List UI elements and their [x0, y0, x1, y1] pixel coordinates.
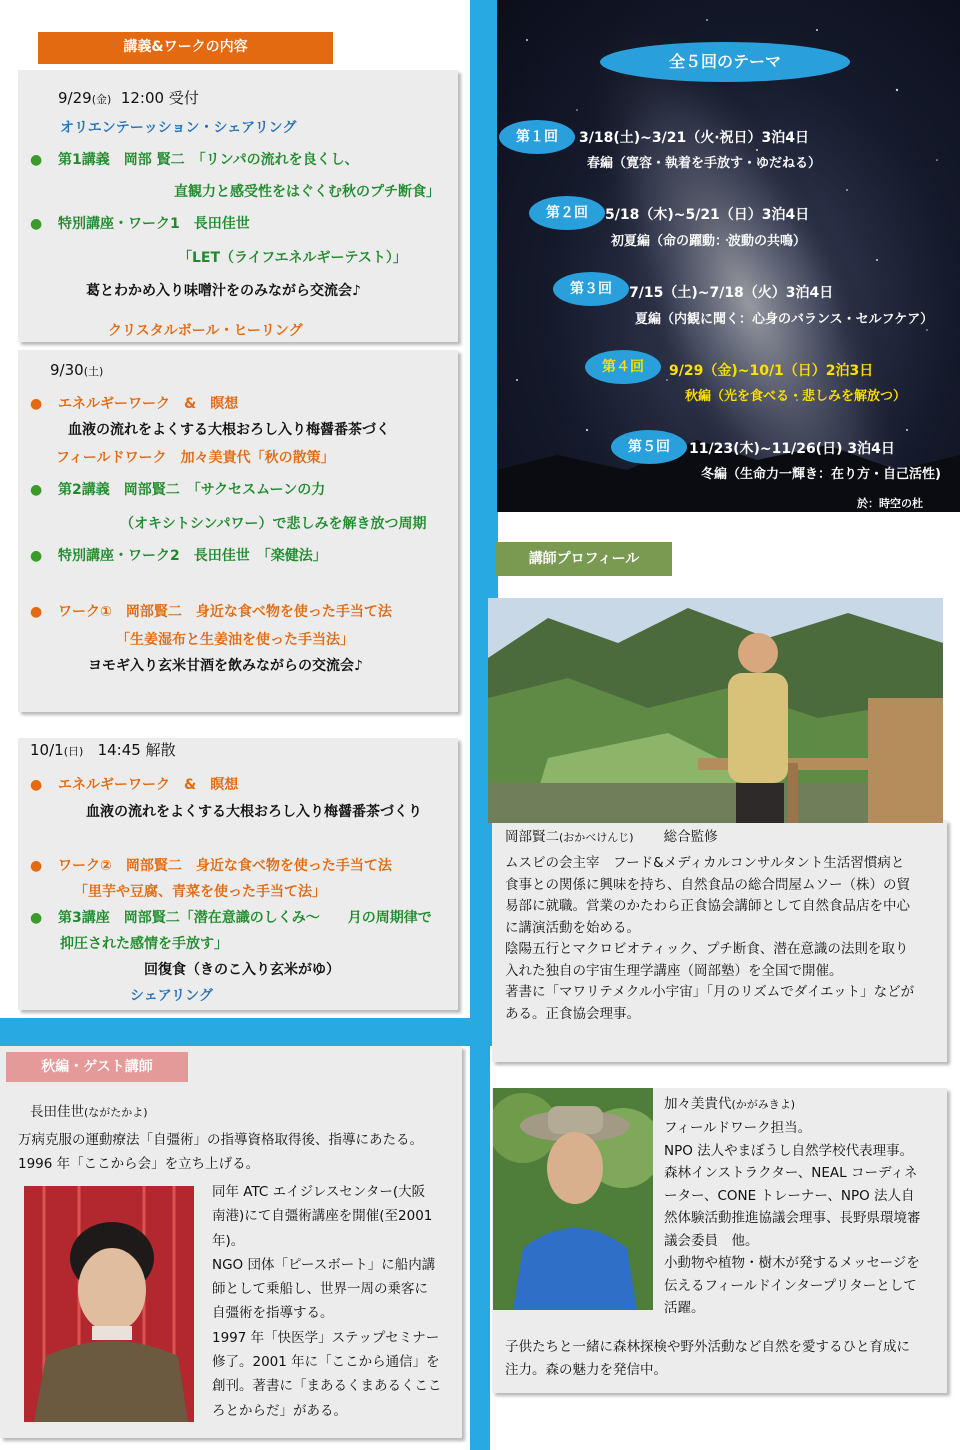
okabe-role: 総合監修	[663, 829, 718, 845]
day2-date: 9/30	[50, 361, 84, 379]
okabe-name: 岡部賢二	[505, 829, 559, 845]
osada-heading	[30, 1102, 148, 1124]
kagami-bio-line: 議会委員 他。	[664, 1232, 759, 1249]
blue-divider-horizontal	[0, 1018, 497, 1046]
theme1-sub: 春編（寛容・執着を手放す・ゆだねる）	[587, 156, 822, 171]
day3-time: 14:45 解散	[97, 741, 176, 759]
bullet-icon	[30, 214, 58, 234]
day1-lecture1	[30, 150, 359, 170]
kagami-bio-line: 然体験活動推進協議会理事、長野県環境審	[664, 1210, 921, 1226]
okabe-bio-line: ムスビの会主宰 フード&メディカルコンサルタント生活習慣病と	[505, 855, 905, 871]
day2-field: フィールドワーク 加々美貴代「秋の散策」	[56, 450, 335, 466]
day3-heading	[30, 740, 176, 762]
okabe-bio-line: 易部に就職。営業のかたわら正食協会講師として自然食品店を中心	[505, 898, 910, 914]
day3-meal: 回復食（きのこ入り玄米がゆ）	[144, 962, 340, 978]
themes-venue: 於：時空の杜	[857, 497, 923, 510]
osada-kana: (ながたかよ)	[84, 1106, 148, 1119]
day3-lecture3-text: 第3講座 岡部賢二「潜在意識のしくみ～ 月の周期律で	[58, 910, 432, 926]
okabe-bio-line: 陰陽五行とマクロビオティック、プチ断食、潜在意識の法則を取り	[505, 941, 909, 957]
theme4-badge: 第４回	[585, 350, 661, 384]
bullet-icon	[30, 775, 58, 795]
kagami-bio-line: 伝えるフィールドインタープリターとして	[664, 1277, 917, 1294]
okabe-heading	[505, 827, 718, 849]
bullet-icon	[30, 908, 58, 928]
kagami-bio-line: フィールドワーク担当。	[664, 1120, 812, 1136]
okabe-photo	[488, 598, 943, 823]
kagami-bio-line: 活躍。	[664, 1300, 705, 1316]
day2-energy-text: エネルギーワーク & 瞑想	[58, 396, 239, 412]
day1-special1-text: 特別講座・ワーク1 長田佳世	[58, 216, 250, 232]
osada-bio-line: 自彊術を指導する。	[212, 1305, 334, 1322]
day1-dow: (金)	[91, 93, 112, 106]
theme2-dates: 5/18（木)~5/21（日）3泊4日	[605, 207, 810, 223]
bullet-icon	[30, 602, 58, 622]
profile-header: 講師プロフィール	[496, 542, 672, 576]
themes-title: 全５回のテーマ	[600, 42, 850, 82]
day3-work2-text: ワーク② 岡部賢二 身近な食べ物を使った手当て法	[58, 858, 392, 874]
day2-tea: 血液の流れをよくする大根おろし入り梅醤番茶づく	[68, 422, 390, 438]
theme1-dates: 3/18(土)~3/21（火·祝日）3泊4日	[579, 130, 810, 146]
kagami-kana: (かがみきよ)	[731, 1098, 796, 1111]
okabe-kana: (おかべけんじ)	[559, 831, 634, 844]
day1-lecture1-cont: 直観力と感受性をはぐくむ秋のプチ断食」	[174, 184, 440, 200]
theme5-dates: 11/23(木)~11/26(日) 3泊4日	[689, 441, 895, 457]
kagami-bio-line: ーター、CONE トレーナー、NPO 法人自	[664, 1187, 915, 1204]
day1-crystal: クリスタルボール・ヒーリング	[108, 323, 303, 339]
day3-tea: 血液の流れをよくする大根おろし入り梅醤番茶づくり	[86, 804, 422, 820]
day2-dow: (土)	[83, 365, 104, 378]
day1-special1-cont: 「LET（ライフエネルギーテスト）」	[178, 250, 407, 266]
day3-lecture3	[30, 908, 432, 928]
day1-social: 葛とわかめ入り味噌汁をのみながら交流会♪	[86, 283, 361, 299]
bullet-icon	[30, 480, 58, 500]
theme2-badge: 第２回	[529, 196, 605, 230]
day2-work1-cont: 「生姜湿布と生姜油を使った手当法」	[116, 632, 354, 648]
okabe-bio-line: に講演活動を始める。	[505, 919, 640, 936]
osada-bio-line: 同年 ATC エイジレスセンター(大阪	[212, 1184, 426, 1200]
day3-energy-text: エネルギーワーク & 瞑想	[58, 777, 239, 793]
kagami-bio-wide	[505, 1336, 910, 1381]
day2-work1	[30, 602, 392, 622]
day2-special2-text: 特別講座・ワーク2 長田佳世 「楽健法」	[58, 548, 327, 564]
theme3-badge: 第３回	[553, 272, 629, 306]
kagami-bio	[664, 1117, 921, 1320]
okabe-bio-line: ある。正食協会理事。	[505, 1005, 640, 1022]
osada-name: 長田佳世	[30, 1104, 84, 1120]
theme2-sub: 初夏編（命の躍動：波動の共鳴）	[611, 234, 807, 249]
day3-lecture3-cont: 抑圧された感情を手放す」	[60, 936, 228, 952]
day2-energy	[30, 394, 238, 414]
kagami-photo	[493, 1088, 653, 1310]
day2-lecture2-text: 第2講義 岡部賢二 「サクセスムーンの力	[58, 482, 326, 498]
theme1-badge: 第１回	[499, 120, 575, 154]
kagami-bio-line: 小動物や植物・樹木が発するメッセージを	[664, 1255, 920, 1271]
day2-social: ヨモギ入り玄米甘酒を飲みながらの交流会♪	[88, 658, 363, 674]
theme4-dates: 9/29（金)~10/1（日）2泊3日	[669, 363, 874, 379]
day2-special2	[30, 546, 327, 566]
kagami-name: 加々美貴代	[664, 1096, 732, 1112]
day1-time: 12:00 受付	[120, 89, 199, 107]
day3-energy	[30, 775, 238, 795]
okabe-bio-line: 食事との関係に興味を持ち、自然食品の総合問屋ムソー（株）の貿	[505, 876, 910, 893]
day2-heading	[50, 360, 103, 382]
bullet-icon	[30, 394, 58, 414]
blue-divider-right-lower	[470, 1046, 490, 1450]
osada-bio-right	[212, 1180, 442, 1423]
theme3-dates: 7/15（土)~7/18（火）3泊4日	[629, 285, 834, 301]
theme5-sub: 冬編（生命力一輝き：在り方・自己活性)	[701, 467, 941, 482]
day3-sharing: シェアリング	[130, 988, 213, 1004]
osada-bio-line: 南港)にて自彊術講座を開催(至2001	[212, 1208, 433, 1225]
bullet-icon	[30, 546, 58, 566]
osada-bio-top	[18, 1128, 423, 1176]
day3-work2	[30, 856, 392, 876]
kagami-bio-line: NPO 法人やまぼうし自然学校代表理事。	[664, 1142, 914, 1159]
osada-photo	[24, 1186, 194, 1422]
day2-lecture2-cont: （オキシトシンパワー）で悲しみを解き放つ周期	[120, 516, 427, 532]
day2-work1-text: ワーク① 岡部賢二 身近な食べ物を使った手当て法	[58, 604, 392, 620]
day1-box	[18, 70, 458, 342]
osada-bio-line: 1996 年「ここから会」を立ち上げる。	[18, 1156, 260, 1172]
day2-lecture2	[30, 480, 325, 500]
kagami-bio-line: 森林インストラクター、NEAL コーディネ	[664, 1165, 918, 1181]
day1-heading	[58, 88, 199, 110]
day3-dow: (日)	[63, 745, 84, 758]
day1-date: 9/29	[58, 89, 92, 107]
osada-bio-line: 1997 年「快医学」ステップセミナー	[212, 1329, 440, 1346]
theme4-sub: 秋編（光を食べる・悲しみを解放つ）	[685, 389, 907, 404]
theme3-sub: 夏編（内観に聞く：心身のバランス・セルフケア）	[635, 312, 934, 327]
bullet-icon	[30, 856, 58, 876]
day1-orientation: オリエンテーッション・シェアリング	[60, 120, 297, 136]
kagami-bio-line: 子供たちと一緒に森林探検や野外活動など自然を愛するひと育成に	[505, 1339, 910, 1355]
day3-work2-cont: 「里芋や豆腐、青菜を使った手当て法」	[74, 884, 326, 900]
osada-bio-line: 創刊。著書に「まあるくまあるくここ	[212, 1378, 442, 1395]
osada-bio-line: NGO 団体「ピースボート」に船内講	[212, 1256, 436, 1273]
osada-bio-line: 万病克服の運動療法「自彊術」の指導資格取得後、指導にあたる。	[18, 1132, 423, 1148]
osada-bio-line: 師として乗船し、世界一周の乗客に	[212, 1281, 428, 1298]
themes-panel	[497, 0, 960, 512]
okabe-bio	[505, 853, 914, 1025]
guest-header: 秋編・ゲスト講師	[6, 1052, 188, 1082]
bullet-icon	[30, 150, 58, 170]
osada-bio-line: 年)。	[212, 1232, 245, 1249]
day1-lecture1-text: 第1講義 岡部 賢二 「リンパの流れを良くし、	[58, 152, 359, 168]
day1-special1	[30, 214, 250, 234]
kagami-bio-line: 注力。森の魅力を発信中。	[505, 1361, 667, 1378]
lecture-header: 講義&ワークの内容	[38, 32, 333, 64]
day3-date: 10/1	[30, 741, 64, 759]
theme5-badge: 第５回	[611, 430, 687, 464]
kagami-heading	[664, 1094, 795, 1116]
osada-bio-line: 修了。2001 年に「ここから通信」を	[212, 1354, 440, 1371]
okabe-bio-line: 著書に「マワリテメクル小宇宙」「月のリズムでダイエット」などが	[505, 984, 915, 1000]
osada-bio-line: ろとからだ」がある。	[212, 1402, 347, 1419]
okabe-bio-line: 入れた独自の宇宙生理学講座（岡部塾）を全国で開催。	[505, 962, 843, 979]
